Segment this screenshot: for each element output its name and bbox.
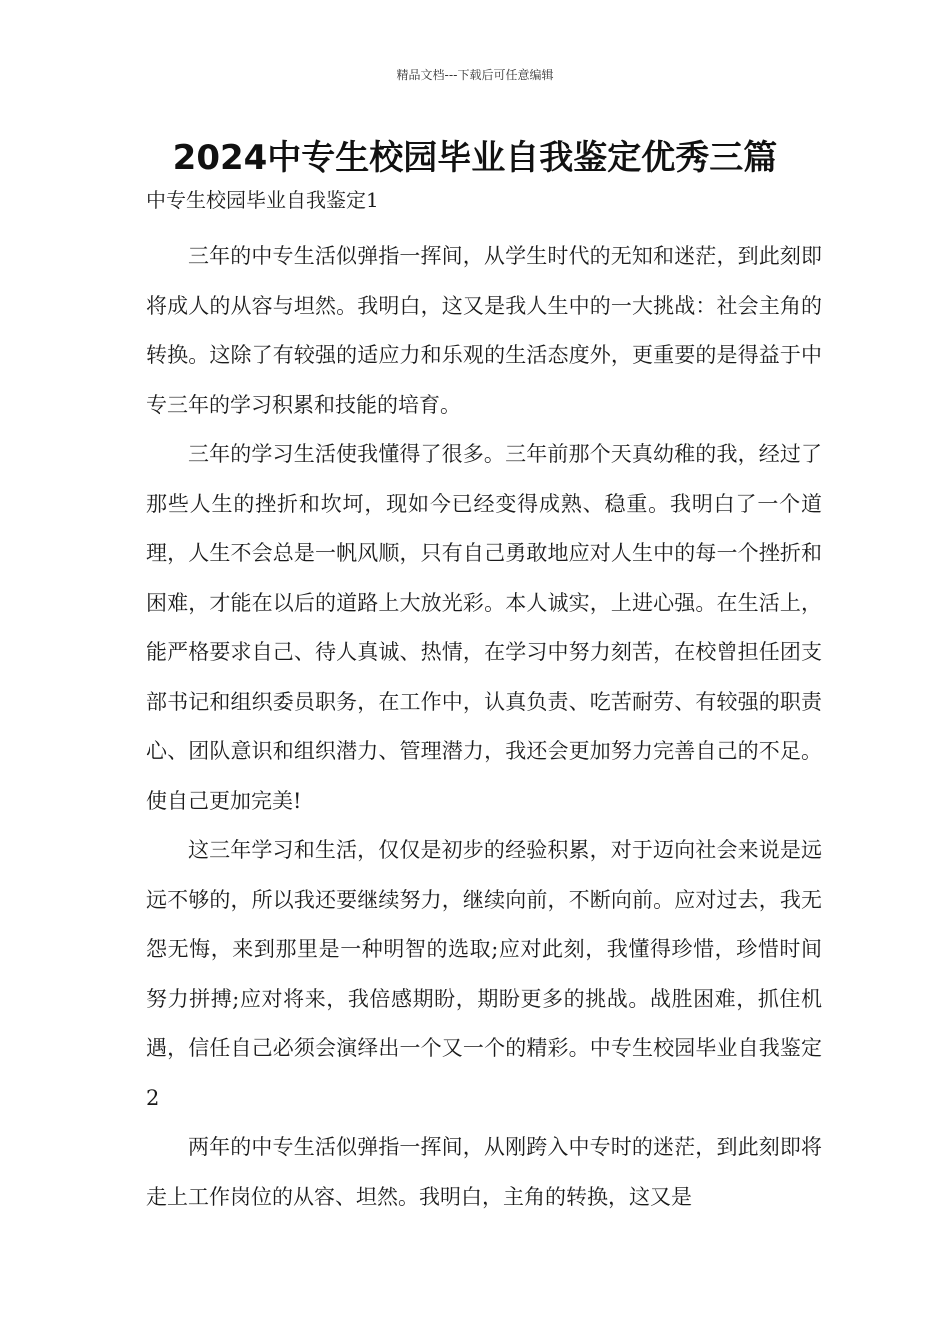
paragraph: 这三年学习和生活，仅仅是初步的经验积累，对于迈向社会来说是远远不够的，所以我还要继续努力，继续向前，不断向前。应对过去，我无怨无悔，来到那里是一种明智的选取;应对此刻，我懂得珍惜，珍惜时间努力拼搏;应对将来，我倍感期盼，期盼更多的挑战。战胜困难，抓住机遇，信任自己必须会演绎出一个又一个的精彩。中专生校园毕业自我鉴定2 (146, 838, 822, 1110)
header-note: 精品文档---下载后可任意编辑 (396, 68, 554, 82)
document-body (146, 182, 822, 1222)
section-heading: 中专生校园毕业自我鉴定1 (146, 188, 379, 212)
document-title: 2024中专生校园毕业自我鉴定优秀三篇 (172, 138, 778, 178)
paragraph: 三年的中专生活似弹指一挥间，从学生时代的无知和迷茫，到此刻即将成人的从容与坦然。我明白，这又是我人生中的一大挑战：社会主角的转换。这除了有较强的适应力和乐观的生活态度外，更重要的是得益于中专三年的学习积累和技能的培育。 (146, 244, 822, 417)
paragraph: 两年的中专生活似弹指一挥间，从刚跨入中专时的迷茫，到此刻即将走上工作岗位的从容、坦然。我明白，主角的转换，这又是 (146, 1135, 822, 1209)
paragraph: 三年的学习生活使我懂得了很多。三年前那个天真幼稚的我，经过了那些人生的挫折和坎坷，现如今已经变得成熟、稳重。我明白了一个道理，人生不会总是一帆风顺，只有自己勇敢地应对人生中的每一个挫折和困难，才能在以后的道路上大放光彩。本人诚实，上进心强。在生活上，能严格要求自己、待人真诚、热情，在学习中努力刻苦，在校曾担任团支部书记和组织委员职务，在工作中，认真负责、吃苦耐劳、有较强的职责心、团队意识和组织潜力、管理潜力，我还会更加努力完善自己的不足。使自己更加完美! (146, 442, 822, 813)
